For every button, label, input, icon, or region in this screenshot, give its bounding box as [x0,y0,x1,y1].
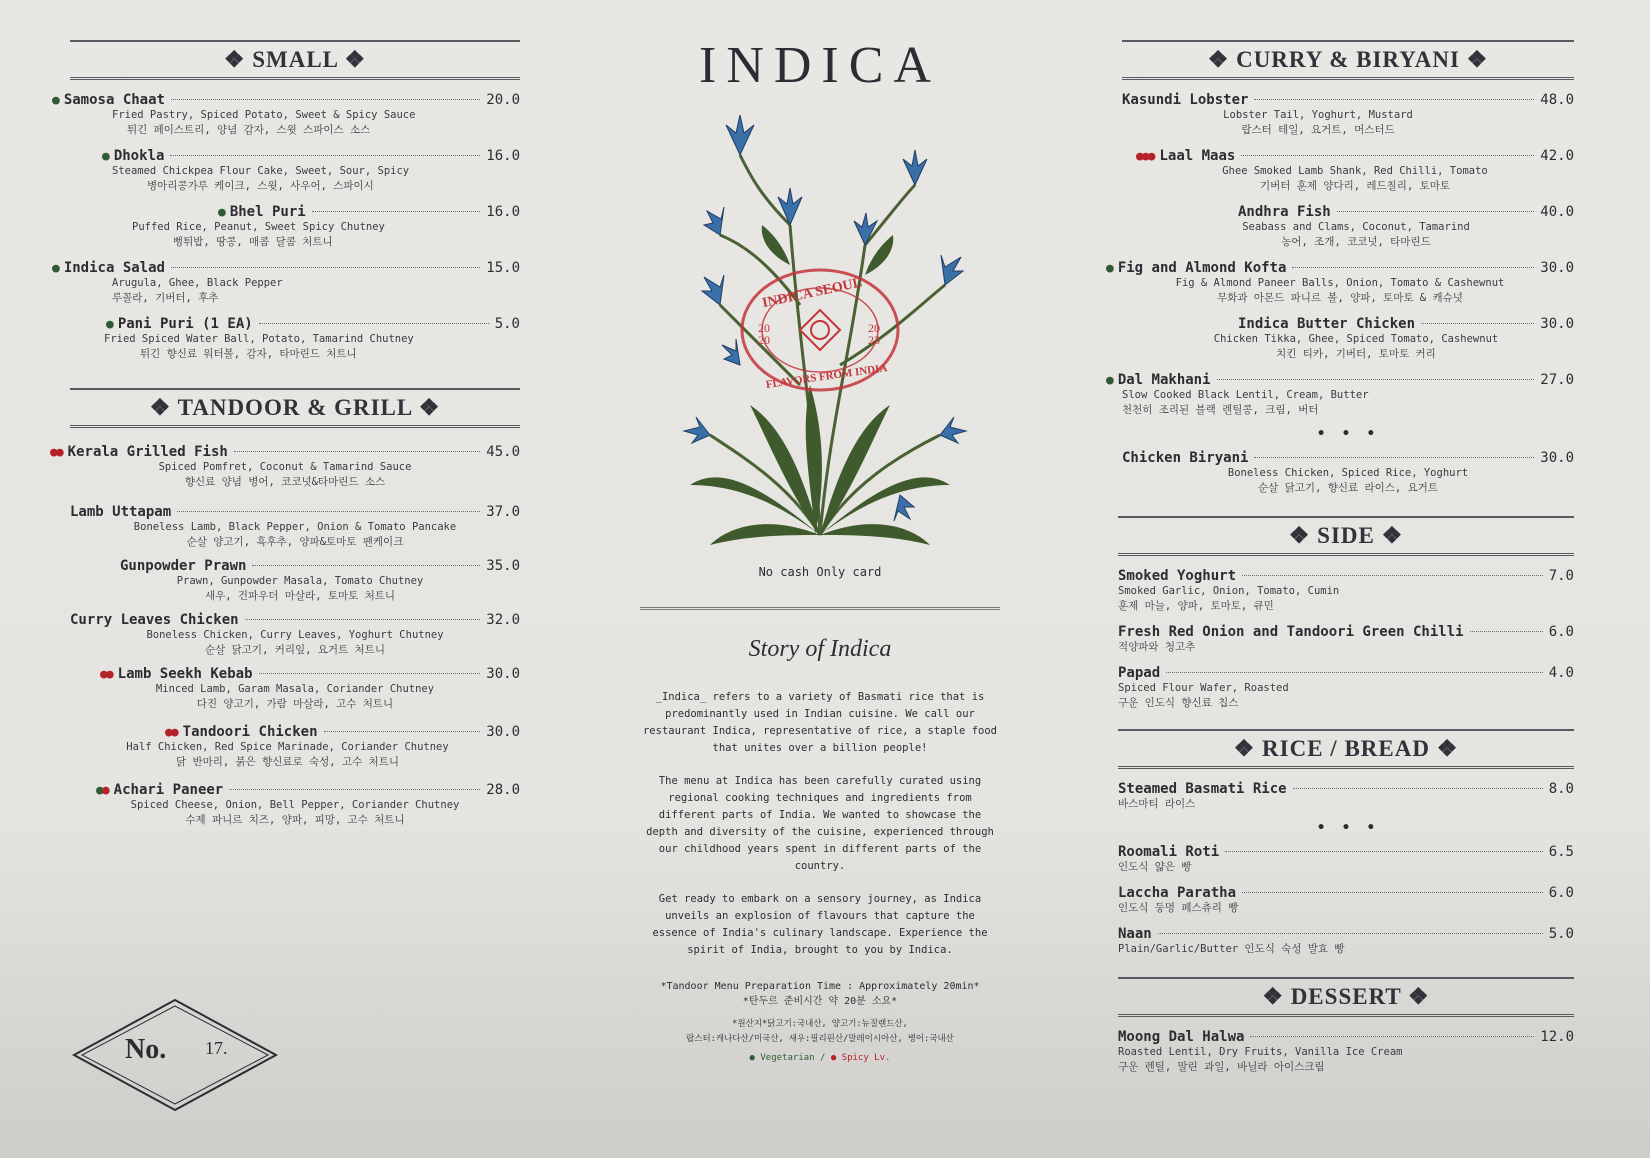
badge-label: No. [125,1034,167,1065]
item-price: 32.0 [486,612,520,628]
menu-item [52,260,520,306]
section-header-small [70,40,520,80]
ellipsis-separator: • • • [1316,426,1380,442]
menu-item [1118,624,1574,655]
item-price: 4.0 [1548,665,1574,681]
tandoor-time-note: *Tandoor Menu Preparation Time : Approximately 20min* [660,981,980,992]
item-name: Indica Salad [63,260,165,276]
ellipsis-separator: • • • [1316,820,1380,836]
item-desc-ko: 치킨 티카, 기버터, 토마토 커리 [1276,348,1436,360]
menu-item [1238,204,1574,250]
item-desc-en: Minced Lamb, Garam Masala, Coriander Chutney [155,683,435,695]
item-name: Indica Butter Chicken [1238,316,1416,332]
origin-note-1: *원산지*닭고기:국내산, 양고기:뉴질랜드산, [732,1019,908,1029]
item-name: Laccha Paratha [1118,885,1237,901]
menu-item [70,612,520,658]
story-paragraph-1: _Indica_ refers to a variety of Basmati rice that is predominantly used in Indian cuisine. We call our restaurant Indica, representative of rice, a staple food that unites over a billion people! [642,691,997,754]
vegetarian-icon: ● [218,205,224,220]
item-desc-ko: 구운 인도식 향신료 칩스 [1118,697,1239,709]
tandoor-time-note-ko: *탄두르 준비시간 약 20분 소요* [742,996,898,1007]
item-name: Fig and Almond Kofta [1117,260,1287,276]
spicy-icon: ●● [100,667,112,682]
item-desc-en: Prawn, Gunpowder Masala, Tomato Chutney [176,575,424,587]
item-desc-en: Boneless Lamb, Black Pepper, Onion & Tomato Pancake [133,521,457,533]
menu-item [1118,1029,1574,1075]
item-desc-en: Half Chicken, Red Spice Marinade, Coriander Chutney [126,741,449,753]
vegetarian-icon: ● [96,783,102,798]
item-price: 7.0 [1548,568,1574,584]
section-title: ❖ DESSERT ❖ [1262,984,1430,1009]
spicy-icon: ●● [50,445,62,460]
item-desc-ko: 닭 반마리, 붉은 향신료로 숙성, 고수 처트니 [175,756,399,768]
item-desc-ko: 훈제 마늘, 양파, 토마토, 큐민 [1118,600,1274,612]
payment-notice: No cash Only card [758,565,882,579]
seal-stamp [742,270,898,391]
item-desc-en: Chicken Tikka, Ghee, Spiced Tomato, Cashewnut [1213,333,1499,345]
section-title: ❖ TANDOOR & GRILL ❖ [149,395,441,420]
menu-item [96,782,520,828]
vegetarian-icon: ● [52,261,58,276]
item-price: 15.0 [486,260,520,276]
item-price: 30.0 [1540,316,1574,332]
spicy-icon: ● [101,783,108,798]
vegetarian-icon: ● [106,317,112,332]
section-header-tandoor [70,388,520,428]
item-price: 45.0 [486,444,520,460]
menu-item [1122,92,1574,138]
seal-bottom-text: FLAVORS FROM INDIA [765,362,888,392]
right-menu-column [1106,40,1574,1085]
item-name: Naan [1118,926,1152,942]
svg-text:20: 20 [758,333,770,347]
botanical-flower-illustration [650,105,990,555]
section-header-dessert [1118,977,1574,1017]
menu-item [1118,781,1574,812]
center-column [640,30,1000,1063]
item-desc-ko: 다진 양고기, 가람 마살라, 고수 처트니 [196,698,394,710]
item-desc-ko: 인도식 둥멍 페스츄리 빵 [1118,902,1239,914]
item-price: 35.0 [486,558,520,574]
item-desc-ko: 농어, 조개, 코코넛, 타마린드 [1281,236,1431,248]
item-desc-en: Puffed Rice, Peanut, Sweet Spicy Chutney [132,221,385,233]
section-title: ❖ SMALL ❖ [223,47,367,72]
menu-item [50,444,520,490]
spicy-icon: ●●● [1136,149,1154,164]
item-desc-en: Slow Cooked Black Lentil, Cream, Butter [1122,389,1369,401]
item-price: 8.0 [1548,781,1574,797]
item-desc-en: Seabass and Clams, Coconut, Tamarind [1242,221,1470,233]
menu-item [1106,260,1574,306]
vegetarian-legend: ● Vegetarian / [749,1053,826,1063]
menu-item [1118,926,1574,957]
item-name: Steamed Basmati Rice [1118,781,1287,797]
menu-item [102,148,520,194]
divider [640,607,1000,610]
item-desc-ko: 뻥튀밥, 땅콩, 매콤 달콤 처트니 [173,236,333,248]
item-desc-en: Spiced Pomfret, Coconut & Tamarind Sauce [158,461,412,473]
item-desc-en: Fried Spiced Water Ball, Potato, Tamarind Chutney [104,333,414,345]
item-desc-en: Fig & Almond Paneer Balls, Onion, Tomato & Cashewnut [1175,277,1505,289]
item-desc-en: Smoked Garlic, Onion, Tomato, Cumin [1118,585,1340,597]
svg-text:20: 20 [758,321,770,335]
item-name: Papad [1118,665,1161,681]
item-price: 6.0 [1548,885,1574,901]
item-desc-en: Boneless Chicken, Curry Leaves, Yoghurt Chutney [146,629,444,641]
menu-item [52,92,520,138]
item-name: Dhokla [113,148,165,164]
item-desc-ko: 천천히 조리된 블랙 렌틸콩, 크림, 버터 [1122,404,1319,416]
section-title: ❖ CURRY & BIRYANI ❖ [1207,47,1489,72]
menu-item [120,558,520,604]
menu-item [1122,450,1574,496]
menu-item [70,504,520,550]
section-title: ❖ RICE / BREAD ❖ [1233,736,1459,761]
item-price: 28.0 [486,782,520,798]
item-price: 30.0 [486,666,520,682]
item-price: 5.0 [1548,926,1574,942]
item-price: 16.0 [486,204,520,220]
menu-item [1213,316,1574,362]
vegetarian-icon: ● [1106,261,1112,276]
table-number-badge [70,998,280,1113]
left-menu-column [50,40,520,838]
item-price: 16.0 [486,148,520,164]
item-desc-en: Spiced Cheese, Onion, Bell Pepper, Coriander Chutney [130,799,460,811]
item-desc-ko: 기버터 훈제 양다리, 레드칠리, 토마토 [1259,180,1451,192]
story-paragraph-2: The menu at Indica has been carefully curated using regional cooking techniques and ingredients from different parts of India. We wanted to showcase the depth and diversity of the cuisine, experienced through our childhood years spent in different parts of the country. [646,775,994,872]
item-desc-en: Ghee Smoked Lamb Shank, Red Chilli, Tomato [1222,165,1488,177]
menu-item [1118,885,1574,916]
item-name: Roomali Roti [1118,844,1220,860]
vegetarian-icon: ● [52,93,58,108]
item-desc-ko: 순살 양고기, 흑후추, 양파&토마토 팬케이크 [186,536,404,548]
item-name: Curry Leaves Chicken [70,612,239,628]
story-paragraph-3: Get ready to embark on a sensory journey, as Indica unveils an explosion of flavours that capture the essence of India's culinary landscape. Experience the spirit of India, brought to you by Indica. [652,893,988,956]
menu-item [1106,372,1574,418]
menu-item [1118,665,1574,711]
item-desc-ko: 인도식 얇은 빵 [1118,861,1192,873]
item-desc-ko: 무화과 아몬드 파니르 볼, 양파, 토마토 & 캐슈넛 [1217,292,1463,304]
item-desc-ko: 루꼴라, 기버터, 후추 [112,292,219,304]
item-name: Chicken Biryani [1122,450,1249,466]
item-desc-en: Spiced Flour Wafer, Roasted [1118,682,1289,694]
item-price: 12.0 [1540,1029,1574,1045]
menu-item [126,724,520,770]
item-desc-ko: 랍스터 테일, 요거트, 머스터드 [1241,124,1395,136]
item-price: 30.0 [486,724,520,740]
item-price: 48.0 [1540,92,1574,108]
item-name: Dal Makhani [1117,372,1211,388]
item-desc-ko: 적양파와 청고추 [1118,641,1196,653]
item-desc-en: Steamed Chickpea Flour Cake, Sweet, Sour, Spicy [112,165,410,177]
menu-item [1136,148,1574,194]
item-price: 42.0 [1540,148,1574,164]
item-price: 5.0 [494,316,520,332]
item-name: Andhra Fish [1238,204,1331,220]
menu-item [106,316,520,362]
item-name: Laal Maas [1159,148,1236,164]
seal-top-text: INDICA SEOUL [760,275,864,312]
item-name: Samosa Chaat [63,92,165,108]
section-title: ❖ SIDE ❖ [1288,523,1404,548]
item-desc-ko: 수제 파니르 치즈, 양파, 피망, 고수 처트니 [185,814,405,826]
spicy-legend: ● Spicy Lv. [830,1053,891,1063]
item-desc-ko: 병아리콩가루 케이크, 스윗, 사우어, 스파이시 [147,180,374,192]
menu-item [132,204,520,250]
item-desc-ko: 순살 닭고기, 커리잎, 요거트 처트니 [205,644,385,656]
item-price: 37.0 [486,504,520,520]
item-desc-ko: 새우, 건파우더 마살라, 토마토 처트니 [204,590,396,602]
item-name: Moong Dal Halwa [1118,1029,1245,1045]
item-name: Fresh Red Onion and Tandoori Green Chilli [1118,624,1464,640]
item-price: 30.0 [1540,260,1574,276]
item-price: 27.0 [1540,372,1574,388]
section-header-side [1118,516,1574,556]
item-desc-ko: 향신료 양념 병어, 코코넛&타마린드 소스 [184,476,386,488]
item-desc-en: Plain/Garlic/Butter 인도식 숙성 발효 빵 [1118,943,1345,955]
item-price: 30.0 [1540,450,1574,466]
item-name: Achari Paneer [113,782,224,798]
svg-text:23: 23 [868,333,880,347]
item-price: 6.0 [1548,624,1574,640]
item-desc-en: Roasted Lentil, Dry Fruits, Vanilla Ice Cream [1118,1046,1403,1058]
item-desc-ko: 순살 닭고기, 향신료 라이스, 요거트 [1258,482,1438,494]
item-name: Lamb Uttapam [70,504,172,520]
vegetarian-icon: ● [102,149,108,164]
item-name: Bhel Puri [229,204,306,220]
item-desc-en: Boneless Chicken, Spiced Rice, Yoghurt [1227,467,1469,479]
item-desc-en: Arugula, Ghee, Black Pepper [112,277,283,289]
badge-number: 17. [205,1038,228,1058]
item-desc-ko: 구운 렌틸, 말린 과일, 바닐라 아이스크림 [1118,1061,1325,1073]
item-desc-en: Lobster Tail, Yoghurt, Mustard [1223,109,1413,121]
svg-text:20: 20 [868,321,880,335]
item-desc-en: Fried Pastry, Spiced Potato, Sweet & Spicy Sauce [112,109,416,121]
item-name: Gunpowder Prawn [120,558,247,574]
item-price: 40.0 [1540,204,1574,220]
section-header-rice [1118,729,1574,769]
item-name: Tandoori Chicken [182,724,318,740]
restaurant-logo: INDICA [699,37,941,94]
origin-note-2: 랍스터:캐나다산/미국산, 새우:필리핀산/말레이시아산, 병어:국내산 [686,1034,954,1044]
vegetarian-icon: ● [1106,373,1112,388]
item-price: 6.5 [1548,844,1574,860]
item-name: Pani Puri (1 EA) [117,316,253,332]
item-name: Kasundi Lobster [1122,92,1249,108]
item-desc-ko: 바스마티 라이스 [1118,798,1196,810]
spicy-icon: ●● [165,725,177,740]
menu-item [100,666,520,712]
item-desc-ko: 튀긴 페이스트리, 양념 감자, 스윗 스파이스 소스 [127,124,371,136]
legend [640,1053,1000,1063]
item-name: Kerala Grilled Fish [67,444,228,460]
story-title: Story of Indica [748,636,892,662]
item-name: Lamb Seekh Kebab [117,666,253,682]
item-price: 20.0 [486,92,520,108]
menu-item [1118,568,1574,614]
item-name: Smoked Yoghurt [1118,568,1237,584]
item-desc-ko: 튀긴 향신료 워터볼, 감자, 타마린드 처트니 [140,348,357,360]
section-header-curry [1122,40,1574,80]
menu-item [1118,844,1574,875]
